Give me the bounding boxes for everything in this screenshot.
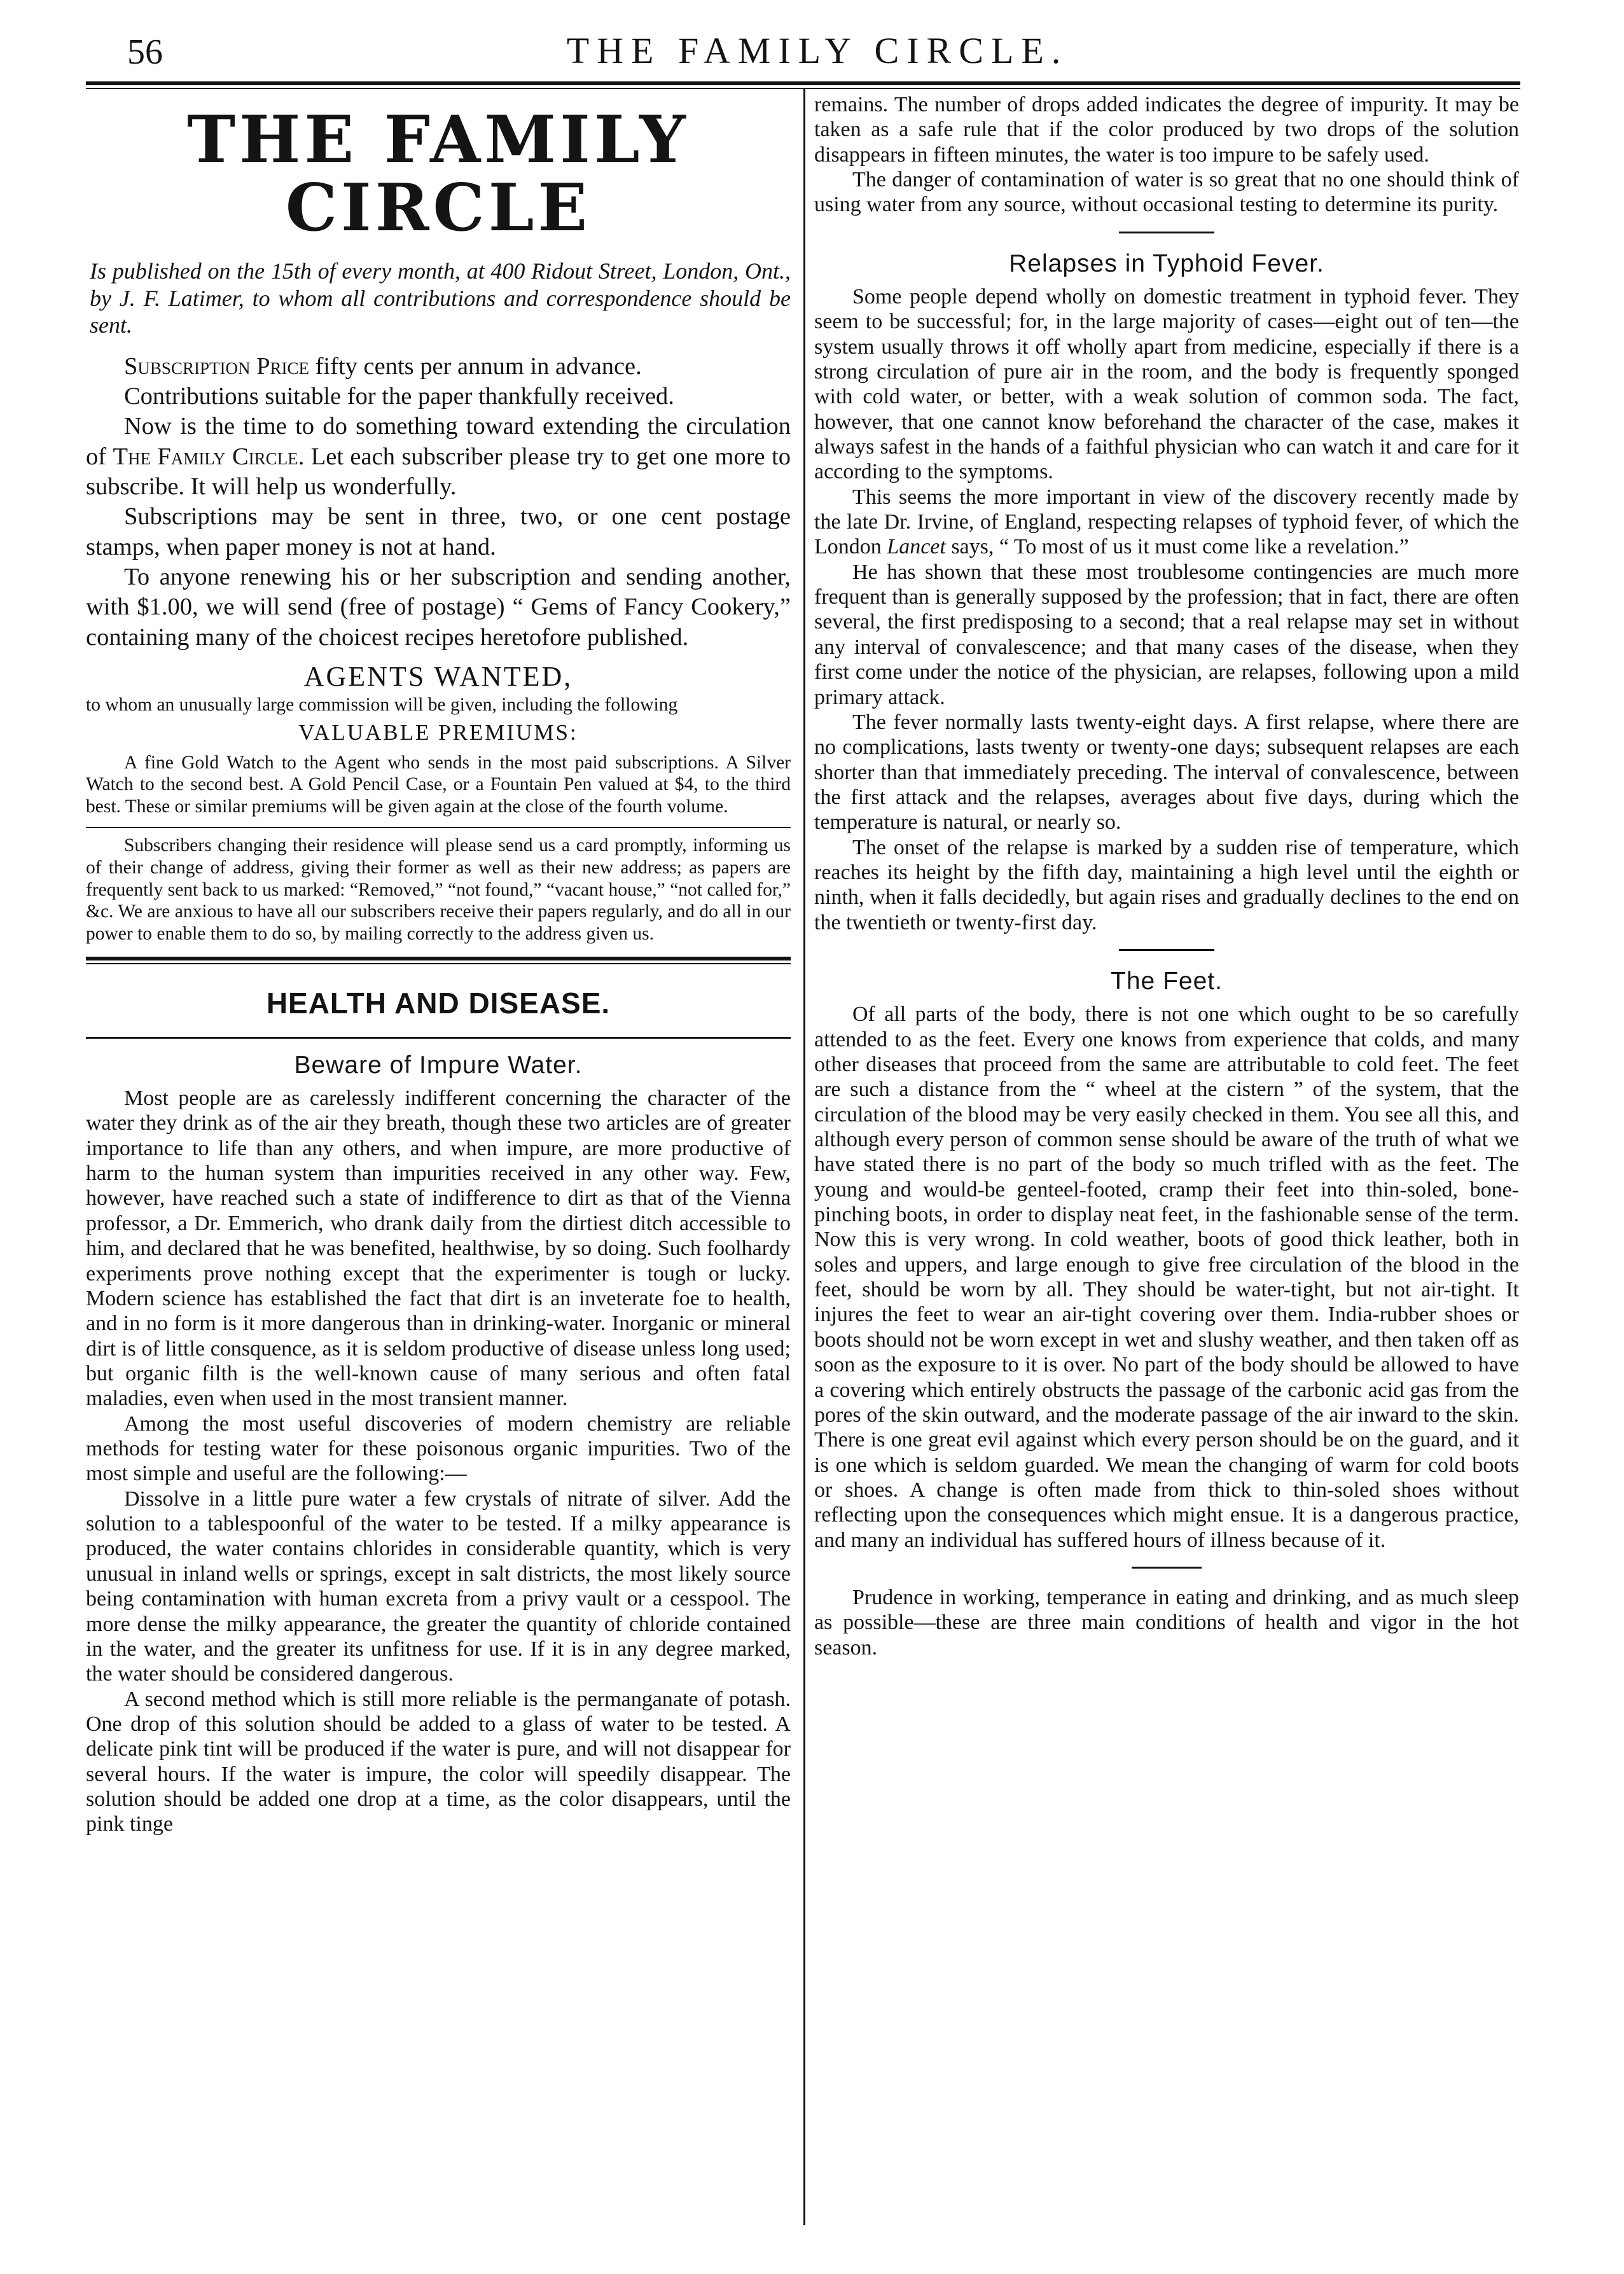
paper-name: The Family Circle (113, 443, 298, 470)
right-column (814, 92, 1519, 1660)
water-paragraph-1: Most people are as carelessly indifferent concerning the character of the water they drink as of the air they breath, though these two articles are of greater importance to life than any others, and when impure, are more productive of harm to the human system than impurities received in any other way. Few, however, have reached such a state of indifference to dirt as that of the Vienna professor, a Dr. Emmerich, who drank daily from the dirtiest ditch accessible to him, and declared that he was benefited, healthwise, by so doing. Such foolhardy experiments prove nothing except that the experimenter is tough or lucky. Modern science has established the fact that dirt is an inveterate foe to health, and in no form is it more dangerous than in drinking-water. Inorganic or mineral dirt is of little consquence, as it is seldom productive of disease unless long used; but organic filth is the well-known cause of many serious and often fatal maladies, even when used in the most transient manner. (86, 1086, 791, 1411)
typhoid-paragraph-3: He has shown that these most troublesome contingencies are much more frequent than is generally supposed by the profession; that in fact, there are often several, the first predisposing to a second; that a real relapse may set in without any interval of convalescence; and that many cases of the disease, when they first come under the notice of the physician, are relapses, following upon a mild primary attack. (814, 560, 1519, 709)
premiums-heading: VALUABLE PREMIUMS: (298, 719, 578, 745)
article-separator (1132, 1567, 1202, 1569)
subscription-price-label: Subscription Price (124, 352, 309, 380)
article-heading-impure-water: Beware of Impure Water. (294, 1051, 583, 1079)
water-paragraph-3: Dissolve in a little pure water a few crystals of nitrate of silver. Add the solution to a tablespoonful of the water to be tested. If a milky appearance is produced, the water contains chlorides in considerable quantity, which is very unusual in inland wells or springs, except in salt districts, the most likely source being contamination with human excreta from a privy vault or a cesspool. The more dense the milky appearance, the greater the quantity of chloride contained in the water, and the greater its unfitness for use. If it is in any degree marked, the water should be considered dangerous. (86, 1487, 791, 1686)
page-number: 56 (127, 32, 163, 72)
water-continuation: remains. The number of drops added indicates the degree of impurity. It may be taken as a safe rule that if the color produced by two drops of the solution disappears in fifteen minutes, the water is too impure to be safely used. (814, 93, 1519, 167)
typhoid-paragraph-1: Some people depend wholly on domestic treatment in typhoid fever. They seem to be successful; for, in the large majority of cases—eight out of ten—the system usually throws it off wholly apart from medicine, especially if there is a strong circulation of pure air in the room, and the body is frequently sponged with cold water, or better, with a weak solution of common soda. The fact, however, that one cannot know beforehand the character of the case, makes it always safest in the hands of a faithful physician who can watch it and care for it according to the symptoms. (814, 284, 1519, 484)
typhoid-paragraph-4: The fever normally lasts twenty-eight days. A first relapse, where there are no complications, lasts twenty or twenty-one days; subsequent relapses are each shorter than that immediately preceding. The interval of convalescence, between the first attack and the relapses, averages about five days, during which the temperature is natural, or nearly so. (814, 710, 1519, 835)
publisher-notice: Is published on the 15th of every month, at 400 Ridout Street, London, Ont., by J. F. Latimer, to whom all contributions and correspondence should be sent. (90, 258, 791, 338)
renewal-offer: To anyone renewing his or her subscription and sending another, with $1.00, we will send (free of postage) “ Gems of Fancy Cookery,” containing many of the choicest recipes heretofore published. (86, 564, 791, 651)
stamps-notice: Subscriptions may be sent in three, two, or one cent postage stamps, when paper money is not at hand. (86, 503, 791, 560)
typhoid-paragraph-2-end: says, “ To most of us it must come like a revelation.” (945, 535, 1409, 559)
water-paragraph-2: Among the most useful discoveries of modern chemistry are reliable methods for testing water for these poisonous organic impurities. Two of the most simple and useful are the following:— (86, 1411, 791, 1486)
article-separator (1119, 949, 1214, 951)
circulation-notice-start: Now is the time to do something toward extending the circulation of (86, 413, 791, 470)
prudence-paragraph: Prudence in working, temperance in eating and drinking, and as much sleep as possible—these are three main conditions of health and vigor in the hot season. (814, 1586, 1519, 1660)
typhoid-paragraph-2 (814, 485, 1519, 560)
change-of-address-notice: Subscribers changing their residence will please send us a card promptly, informing us of their change of address, giving their former as well as their new address; as papers are frequently sent back to us marked: “Removed,” “not found,” “vacant house,” “not called for,” &c. We are anxious to have all our subscribers receive their papers regularly, and do all in our power to enable them to do so, by mailing correctly to the address given us. (86, 835, 791, 945)
running-head (95, 25, 1539, 76)
running-title: THE FAMILY CIRCLE. (566, 30, 1069, 71)
water-paragraph-4: A second method which is still more reliable is the permanganate of potash. One drop of this solution should be added to a glass of water to be tested. A delicate pink tint will be produced if the water is pure, and will not disappear for several hours. If the water is impure, the color will speedily disappear. The solution should be added one drop at a time, as the color disappears, until the pink tinge (86, 1687, 791, 1836)
circulation-notice-end: . Let each subscriber please try to get one more to subscribe. It will help us wonderfully. (86, 443, 791, 500)
circulation-notice (86, 412, 791, 502)
masthead: THE FAMILY CIRCLE (187, 102, 690, 247)
article-heading-typhoid: Relapses in Typhoid Fever. (1009, 249, 1324, 277)
premiums-text: A fine Gold Watch to the Agent who sends in the most paid subscriptions. A Silver Watch to the second best. A Gold Pencil Case, or a Fountain Pen valued at $4, to the third best. These or similar premiums will be given again at the close of the fourth volume. (86, 752, 791, 817)
feet-paragraph: Of all parts of the body, there is not one which ought to be so carefully attended to as the feet. Every one knows from experience that colds, and many other diseases that proceed from the same are attributable to cold feet. The feet are such a distance from the “ wheel at the cistern ” of the system, that the circulation of the blood may be very easily checked in them. You see all this, and although every person of common sense should be aware of the truth of what we have stated there is no part of the body so much trifled with as the feet. The young and would-be genteel-footed, cramp their feet into thin-soled, bone-pinching boots, in order to display neat feet, in the fashionable sense of the term. Now this is very wrong. In cold weather, boots of good thick leather, both in soles and uppers, and large enough to give free circulation of the blood in the feet, should be worn by all. They should be water-tight, but not air-tight. It injures the feet to wear an air-tight covering over them. India-rubber shoes or boots should not be worn except in wet and slushy weather, and then taken off as soon as the exposure to it is over. No part of the body should be allowed to have a covering which entirely obstructs the passage of the carbonic acid gas from the pores of the skin outward, and the moderate passage of the air inward to the skin. There is one great evil against which every person should be on the guard, and it is one which is seldom guarded. We mean the changing of warm for cold boots or shoes. A change is often made from thick to thin-soled shoes without reflecting upon the consequences which might ensue. It is a dangerous practice, and many an individual has suffered hours of illness because of it. (814, 1002, 1519, 1552)
left-column (86, 92, 791, 1837)
column-divider (803, 88, 805, 2225)
subscription-price (86, 352, 791, 382)
section-heading: HEALTH AND DISEASE. (266, 987, 611, 1020)
section-rule-top (86, 957, 791, 964)
section-rule-bottom (86, 1037, 791, 1039)
article-heading-feet: The Feet. (1111, 967, 1223, 995)
contributions-notice: Contributions suitable for the paper thankfully received. (124, 382, 674, 410)
typhoid-paragraph-2-start: This seems the more important in view of the discovery recently made by the late Dr. Irvine, of England, respecting relapses of typhoid fever, of which the London (814, 485, 1519, 559)
agents-text: to whom an unusually large commission will be given, including the following (86, 694, 678, 715)
notice-divider (86, 827, 791, 828)
article-separator (1119, 232, 1214, 233)
subscription-price-text: fifty cents per annum in advance. (309, 352, 642, 380)
agents-wanted-heading: AGENTS WANTED, (303, 661, 573, 693)
lancet-title: Lancet (887, 535, 946, 559)
water-danger-paragraph: The danger of contamination of water is so great that no one should think of using water from any source, without occasional testing to determine its purity. (814, 168, 1519, 217)
typhoid-paragraph-5: The onset of the relapse is marked by a sudden rise of temperature, which reaches its height by the fifth day, maintaining a high level until the eighth or ninth, when it falls decidedly, but again rises and gradually declines to the end on the twentieth or twenty-first day. (814, 835, 1519, 934)
